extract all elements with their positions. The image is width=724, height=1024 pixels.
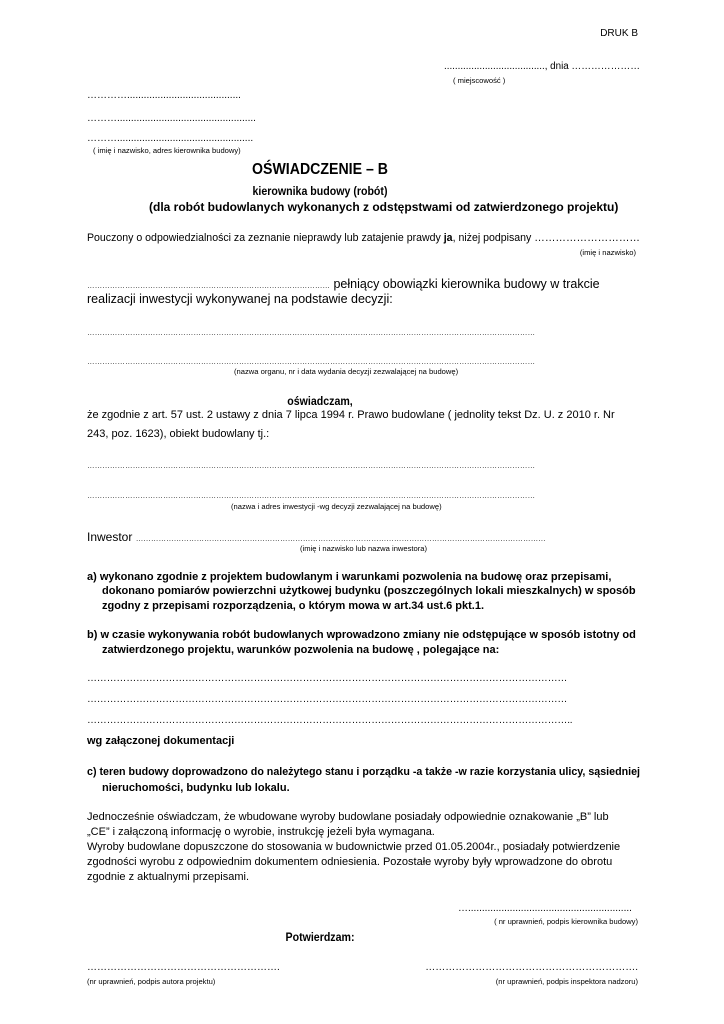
closing-line-2: „CE” i załączoną informację o wyrobie, instrukcję jeżeli była wymagana. [87, 826, 435, 838]
intro-line-1: Pouczony o odpowiedzialności za zeznanie nieprawdy lub zatajenie prawdy ja, niżej podpisany ………………………… [87, 232, 640, 244]
point-c-line-2: nieruchomości, budynku lub lokalu. [102, 782, 290, 794]
form-code: DRUK B [600, 28, 638, 39]
closing-line-3: Wyroby budowlane dopuszczone do stosowania w budownictwie przed 01.05.2004r., posiadały potwierdzenie [87, 841, 621, 853]
point-b-line-2: zatwierdzonego projektu, warunków pozwolenia na budowę , polegające na: [102, 644, 500, 656]
place-hint: ( miejscowość ) [453, 76, 506, 85]
address-line-1: …………......................................... [87, 90, 241, 101]
point-a-line-3: zgodny z przepisami rozporządzenia, o którym mowa w art.34 ust.6 pkt.1. [102, 600, 485, 612]
inspector-signature-hint: (nr uprawnień, podpis inspektora nadzoru) [495, 977, 638, 986]
intro-name-hint: (imię i nazwisko) [579, 248, 636, 257]
confirm-heading: Potwierdzam: [285, 930, 355, 944]
address-line-2: ……….................................................. [87, 113, 256, 124]
decision-fill-2: …………………………………………………………………………………………………………………………………………………………… [87, 357, 536, 366]
attached-docs: wg załączonej dokumentacji [87, 735, 235, 747]
closing-line-4: zgodności wyrobu z odpowiednim dokumentem odniesienia. Pozostałe wyroby były wprowadzone do obrotu [87, 856, 613, 868]
investment-fill-2: …………………………………………………………………………………………………………………………………………………………… [87, 491, 536, 500]
declaration-line-2: 243, poz. 1623), obiekt budowlany tj.: [87, 428, 270, 440]
intro-line-3: realizacji inwestycji wykonywanej na podstawie decyzji: [87, 292, 393, 306]
investment-fill-1: …………………………………………………………………………………………………………………………………………………………… [87, 461, 536, 470]
changes-fill-2: ………………………………………………………………………………………………………………………………… [87, 694, 568, 705]
changes-fill-3: ………………………………………………………………………………………………………………………………….. [87, 715, 573, 726]
investor-line: Inwestor ……………………………………………………………………………………………………………………………………………… [87, 530, 546, 544]
manager-signature-line: …........................................................... [458, 903, 632, 914]
document-subtitle: kierownika budowy (robót) [252, 184, 388, 198]
intro-line-2: …………………………………………………………………………………… pełniący obowiązki kierownika budowy w trakcie [87, 277, 600, 291]
decision-fill-1: …………………………………………………………………………………………………………………………………………………………… [87, 328, 536, 337]
document-title: OŚWIADCZENIE – B [252, 161, 388, 178]
point-b-line-1: b) w czasie wykonywania robót budowlanych wprowadzono zmiany nie odstępujące w sposób istotny od [87, 629, 636, 641]
author-signature-hint: (nr uprawnień, podpis autora projektu) [87, 977, 216, 986]
investment-hint: (nazwa i adres inwestycji -wg decyzji zezwalającej na budowę) [231, 502, 442, 511]
investor-hint: (imię i nazwisko lub nazwa inwestora) [300, 544, 428, 553]
manager-signature-hint: ( nr uprawnień, podpis kierownika budowy) [494, 917, 638, 926]
point-a-line-1: a) wykonano zgodnie z projektem budowlanym i warunkami pozwolenia na budowę oraz przepisami, [87, 571, 612, 583]
declaration-line-1: że zgodnie z art. 57 ust. 2 ustawy z dnia 7 lipca 1994 r. Prawo budowlane ( jednolity tekst Dz. U. z 2010 r. Nr [87, 409, 615, 421]
address-line-3: ………................................................. [87, 133, 254, 144]
inspector-signature-line: ………………………………………………………. [425, 962, 638, 973]
place-date-line: ....................................., dnia ………………… [444, 61, 641, 72]
decision-hint: (nazwa organu, nr i data wydania decyzji zezwalającej na budowę) [234, 367, 459, 376]
point-c-line-1: c) teren budowy doprowadzono do należytego stanu i porządku -a także -w razie korzystania ulicy, sąsiedniej [87, 766, 641, 778]
point-a-line-2: dokonano pomiarów powierzchni użytkowej budynku (poszczególnych lokali mieszkalnych) w sposób [102, 585, 636, 597]
declaration-heading: oświadczam, [287, 394, 353, 408]
author-signature-line: …………………………………………………. [87, 962, 280, 973]
closing-line-1: Jednocześnie oświadczam, że wbudowane wyroby budowlane posiadały odpowiednie oznakowanie „B” lub [87, 811, 609, 823]
closing-line-5: zgodnie z aktualnymi przepisami. [87, 871, 250, 883]
address-hint: ( imię i nazwisko, adres kierownika budowy) [93, 146, 241, 155]
document-scope: (dla robót budowlanych wykonanych z odstępstwami od zatwierdzonego projektu) [149, 200, 619, 214]
changes-fill-1: ………………………………………………………………………………………………………………………………… [87, 673, 568, 684]
